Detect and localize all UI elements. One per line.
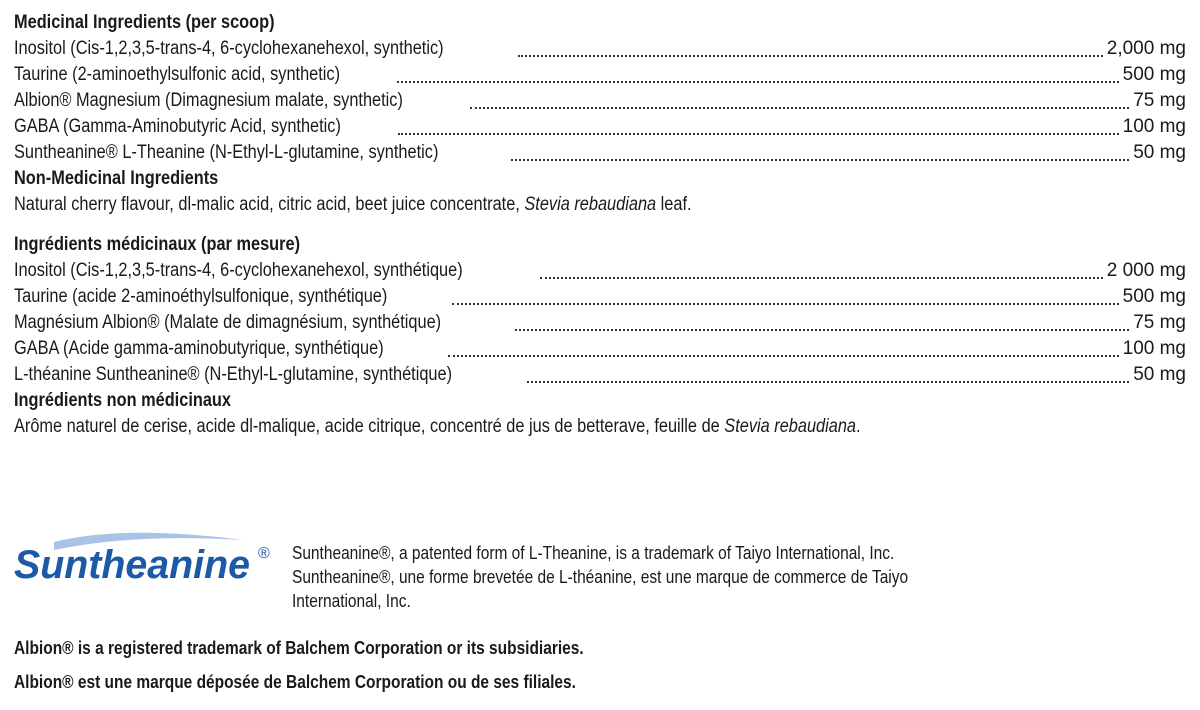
ingredient-row xyxy=(14,310,1186,336)
suntheanine-logo-graphic xyxy=(14,528,282,598)
ingredient-name: GABA (Gamma-Aminobutyric Acid, synthetic) xyxy=(14,116,341,137)
dot-leader xyxy=(448,353,1119,357)
ingredient-amount: 100 mg xyxy=(1122,116,1186,137)
ingredient-name: Suntheanine® L-Theanine (N-Ethyl-L-glutamine, synthetic) xyxy=(14,142,439,163)
ingredient-amount: 2,000 mg xyxy=(1106,38,1186,59)
ingredient-amount: 2 000 mg xyxy=(1106,260,1186,281)
ingredient-name: L-théanine Suntheanine® (N-Ethyl-L-glutamine, synthétique) xyxy=(14,364,453,385)
section-gap xyxy=(14,218,1186,232)
ingredient-amount: 50 mg xyxy=(1133,364,1186,385)
dot-leader xyxy=(397,79,1119,83)
ingredient-row xyxy=(14,258,1186,284)
non-medicinal-tail: . xyxy=(856,416,861,437)
ingredient-name: Magnésium Albion® (Malate de dimagnésium, synthétique) xyxy=(14,312,442,333)
ingredient-amount: 75 mg xyxy=(1133,312,1186,333)
french-medicinal-ingredients-heading: Ingrédients médicinaux (par mesure) xyxy=(14,234,301,255)
ingredient-name: GABA (Acide gamma-aminobutyrique, synthétique) xyxy=(14,338,384,359)
dot-leader xyxy=(398,131,1119,135)
logo-wordmark: Suntheanine xyxy=(14,543,250,587)
dot-leader xyxy=(470,105,1129,109)
non-medicinal-ingredients-heading: Non-Medicinal Ingredients xyxy=(14,168,219,189)
albion-trademark-english: Albion® is a registered trademark of Balchem Corporation or its subsidiaries. xyxy=(14,638,584,658)
french-non-medicinal-heading: Ingrédients non médicinaux xyxy=(14,390,232,411)
logo-registered-mark: ® xyxy=(258,545,270,562)
non-medicinal-text: Natural cherry flavour, dl-malic acid, citric acid, beet juice concentrate, xyxy=(14,194,520,215)
ingredient-name: Inositol (Cis-1,2,3,5-trans-4, 6-cyclohexanehexol, synthétique) xyxy=(14,260,463,281)
non-medicinal-ingredients-text xyxy=(14,192,1022,218)
ingredient-row xyxy=(14,114,1186,140)
suntheanine-notice-line: Suntheanine®, une forme brevetée de L-théanine, est une marque de commerce de Taiyo xyxy=(292,567,909,587)
ingredient-name: Taurine (2-aminoethylsulfonic acid, synthetic) xyxy=(14,64,341,85)
ingredient-row xyxy=(14,62,1186,88)
ingredient-amount: 50 mg xyxy=(1133,142,1186,163)
dot-leader xyxy=(527,379,1129,383)
dot-leader xyxy=(511,157,1129,161)
ingredient-name: Albion® Magnesium (Dimagnesium malate, synthetic) xyxy=(14,90,403,111)
ingredient-name: Inositol (Cis-1,2,3,5-trans-4, 6-cyclohexanehexol, synthetic) xyxy=(14,38,444,59)
dot-leader xyxy=(518,53,1103,57)
ingredient-amount: 500 mg xyxy=(1122,286,1186,307)
suntheanine-notice-line: International, Inc. xyxy=(292,591,411,611)
medicinal-ingredients-heading: Medicinal Ingredients (per scoop) xyxy=(14,12,275,33)
suntheanine-logo xyxy=(14,528,282,598)
supplement-label xyxy=(14,10,1186,440)
non-medicinal-text: Arôme naturel de cerise, acide dl-malique, acide citrique, concentré de jus de betterave, feuille de xyxy=(14,416,720,437)
ingredient-amount: 500 mg xyxy=(1122,64,1186,85)
albion-trademark-french: Albion® est une marque déposée de Balchem Corporation ou de ses filiales. xyxy=(14,672,576,692)
ingredient-row xyxy=(14,336,1186,362)
ingredient-row xyxy=(14,36,1186,62)
dot-leader xyxy=(515,327,1130,331)
dot-leader xyxy=(540,275,1103,279)
ingredient-row xyxy=(14,140,1186,166)
ingredient-amount: 75 mg xyxy=(1133,90,1186,111)
ingredient-row xyxy=(14,284,1186,310)
suntheanine-notice-line: Suntheanine®, a patented form of L-Theanine, is a trademark of Taiyo International, Inc. xyxy=(292,543,895,563)
suntheanine-trademark-notice xyxy=(292,541,1172,613)
ingredient-row xyxy=(14,362,1186,388)
ingredient-row xyxy=(14,88,1186,114)
ingredient-name: Taurine (acide 2-aminoéthylsulfonique, synthétique) xyxy=(14,286,388,307)
non-medicinal-tail: leaf. xyxy=(660,194,692,215)
stevia-italic: Stevia rebaudiana xyxy=(724,416,857,437)
stevia-italic: Stevia rebaudiana xyxy=(524,194,657,215)
ingredient-amount: 100 mg xyxy=(1122,338,1186,359)
french-non-medicinal-text xyxy=(14,414,1022,440)
dot-leader xyxy=(452,301,1119,305)
